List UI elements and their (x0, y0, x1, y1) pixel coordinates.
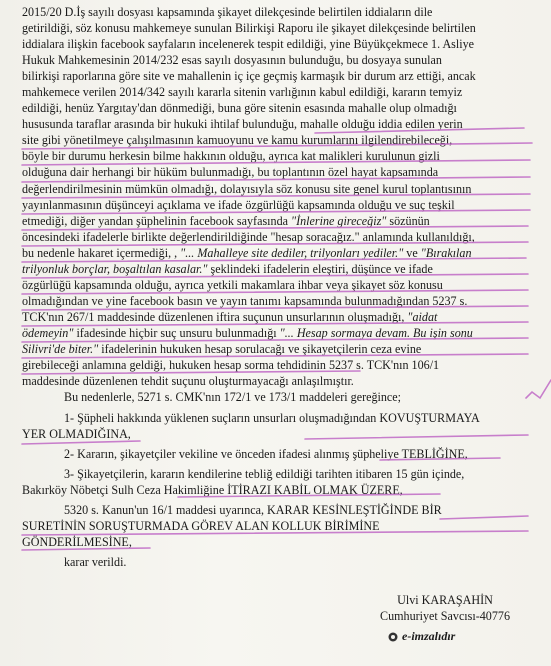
text-segment: etmediği, diğer yandan şüphelinin facebook sayfasında (22, 213, 292, 228)
text-segment: bu nedenle hakaret içermediği, , (22, 245, 181, 260)
text-line: mahkemece verilen 2014/342 sayılı kararla sitenin varlığının kabul edildiği, kararın temyiz (22, 85, 463, 100)
reasons-line: Bu nedenlerle, 5271 s. CMK'nın 172/1 ve 173/1 maddeleri gereğince; (64, 390, 402, 404)
signature-block (370, 592, 520, 624)
text-line: Hukuk Mahkemesinin 2014/232 esas sayılı dosyasının bulunduğu, bu dosyaya sunulan (22, 53, 442, 68)
text-line: GÖNDERİLMESİNE, (22, 535, 132, 550)
quote-odemeyin: ödemeyin" (22, 325, 74, 340)
quote-aidat: "aidat (407, 309, 438, 324)
seal-icon (387, 631, 399, 643)
quote-trilyonluk: trilyonluk borçlar, boşaltılan kasalar." (22, 261, 208, 276)
text-line (22, 325, 530, 341)
text-segment: ifadelerinin hukuken hesap sorulacağı ve şikayetçilerin ceza evine (98, 341, 422, 356)
text-line: bilirkişi raporlarına göre site ve mahallenin iç içe geçmiş karmaşık bir durum arz ettiği, ancak (22, 69, 476, 84)
text-line: 1- Şüpheli hakkında yüklenen suçların unsurları oluşmadığından KOVUŞTURMAYA (64, 411, 480, 425)
prosecutor-name: Ulvi KARAŞAHİN (397, 593, 493, 607)
decision-item-1 (22, 410, 530, 442)
text-line: 5320 s. Kanun'un 16/1 maddesi uyarınca, KARAR KESİNLEŞTİĞİNDE BİR (64, 503, 442, 517)
decision-item-5 (22, 554, 530, 570)
text-line: 2015/20 D.İş sayılı dosyası kapsamında şikayet dilekçesinde belirtilen iddiaların dile (22, 5, 433, 19)
text-line: site gibi yönetilmeye çalışılmasının kamuoyunu ve kamu kurumlarını ilgilendirebileceği, (22, 133, 453, 148)
text-line: olduğuna dair herhangi bir hüküm bulunmadığı, bu toplantının özel hayat kapsamında (22, 165, 439, 180)
text-line: olmadığından ve yine facebook basın ve yayın tanımı kapsamında bulunmadığından 5237 s. (22, 293, 468, 308)
text-line: edildiği, henüz Yargıtay'dan dönmediği, buna göre sitenin esasında mahalle olup olmadığı (22, 101, 457, 116)
text-line: iddialara ilişkin facebook sayfaların incelenerek tespit edildiği, yine Büyükçekmece 1. Asliye (22, 37, 475, 52)
text-segment: sözünün (386, 213, 430, 228)
text-line (22, 245, 530, 261)
text-line: öncesindeki ifadelerle birlikte değerlendirildiğinde "hesap soracağız." anlamında kullanıldığı, (22, 229, 475, 244)
text-line: karar verildi. (64, 555, 127, 569)
quote-hesap-sorma: "... Hesap sormaya devam. Bu işin sonu (279, 325, 473, 340)
text-line: yayınlanmasının düşünceyi açıklama ve ifade özgürlüğü kapsamında olduğu ve suç teşkil (22, 197, 455, 212)
e-signature-label: e-imzalıdır (402, 629, 456, 643)
text-line: değerlendirilmesinin mümkün olmadığı, dolayısıyla söz konusu site genel kurul toplantısının (22, 181, 472, 196)
text-line (22, 261, 530, 277)
text-line: 3- Şikayetçilerin, kararın kendilerine tebliğ edildiği tarihten itibaren 15 gün içinde, (64, 467, 465, 481)
text-segment: TCK'nın 267/1 maddesinde düzenlenen iftira suçunun unsurlarının oluşmadığı, (22, 309, 408, 324)
text-line: SURETİNİN SORUŞTURMADA GÖREV ALAN KOLLUK BİRİMİNE (22, 519, 380, 534)
quote-inlerine: "İnlerine gireceğiz" (291, 213, 387, 228)
text-segment: ifadesinde hiçbir suç unsuru bulunmadığı (73, 325, 280, 340)
quote-mahalleye: "... Mahalleye site dediler, trilyonları yediler." (180, 245, 404, 260)
text-line (22, 213, 530, 229)
text-line: özgürlüğü kapsamında olduğu, ayrıca yetkili makamlara ihbar veya şikayet söz konusu (22, 277, 443, 292)
decision-item-4 (22, 502, 530, 550)
text-line: hususunda taraflar arasında bir hukuki ihtilaf bulunduğu, mahalle olduğu iddia edilen yerin (22, 117, 463, 132)
decision-paragraph (22, 4, 530, 389)
text-line: girebileceği anlamına geldiği, hukuken hesap sorma tehdidinin 5237 s. TCK'nın 106/1 (22, 358, 440, 373)
prosecutor-title: Cumhuriyet Savcısı-40776 (380, 609, 510, 623)
text-line: maddesinde düzenlenen tehdit suçunu oluşturmayacağı anlaşılmıştır. (22, 374, 354, 389)
text-segment: ve (403, 245, 421, 260)
decision-item-3 (22, 466, 530, 498)
quote-birakilan: "Bırakılan (420, 245, 472, 260)
text-line: böyle bir durumu herkesin bilme hakkının olduğu, ayrıca kat malikleri kurulunun gizli (22, 149, 440, 164)
text-line: Bakırköy Nöbetçi Sulh Ceza Hakimliğine İTİRAZI KABİL OLMAK ÜZERE, (22, 483, 403, 498)
text-line (22, 341, 530, 357)
text-line (22, 309, 530, 325)
text-segment: şeklindeki ifadelerin eleştiri, düşünce ve ifade (207, 261, 433, 276)
text-line: YER OLMADIĞINA, (22, 427, 131, 442)
text-line: getirildiği, söz konusu mahkemeye sunulan Bilirkişi Raporu ile şikayet dilekçesinde belirtilen (22, 21, 476, 36)
decision-item-2 (22, 446, 530, 462)
text-line: 2- Kararın, şikayetçiler vekiline ve önceden ifadesi alınmış şüpheliye TEBLİĞİNE, (64, 447, 468, 461)
quote-silivri: Silivri'de biter." (22, 341, 99, 356)
